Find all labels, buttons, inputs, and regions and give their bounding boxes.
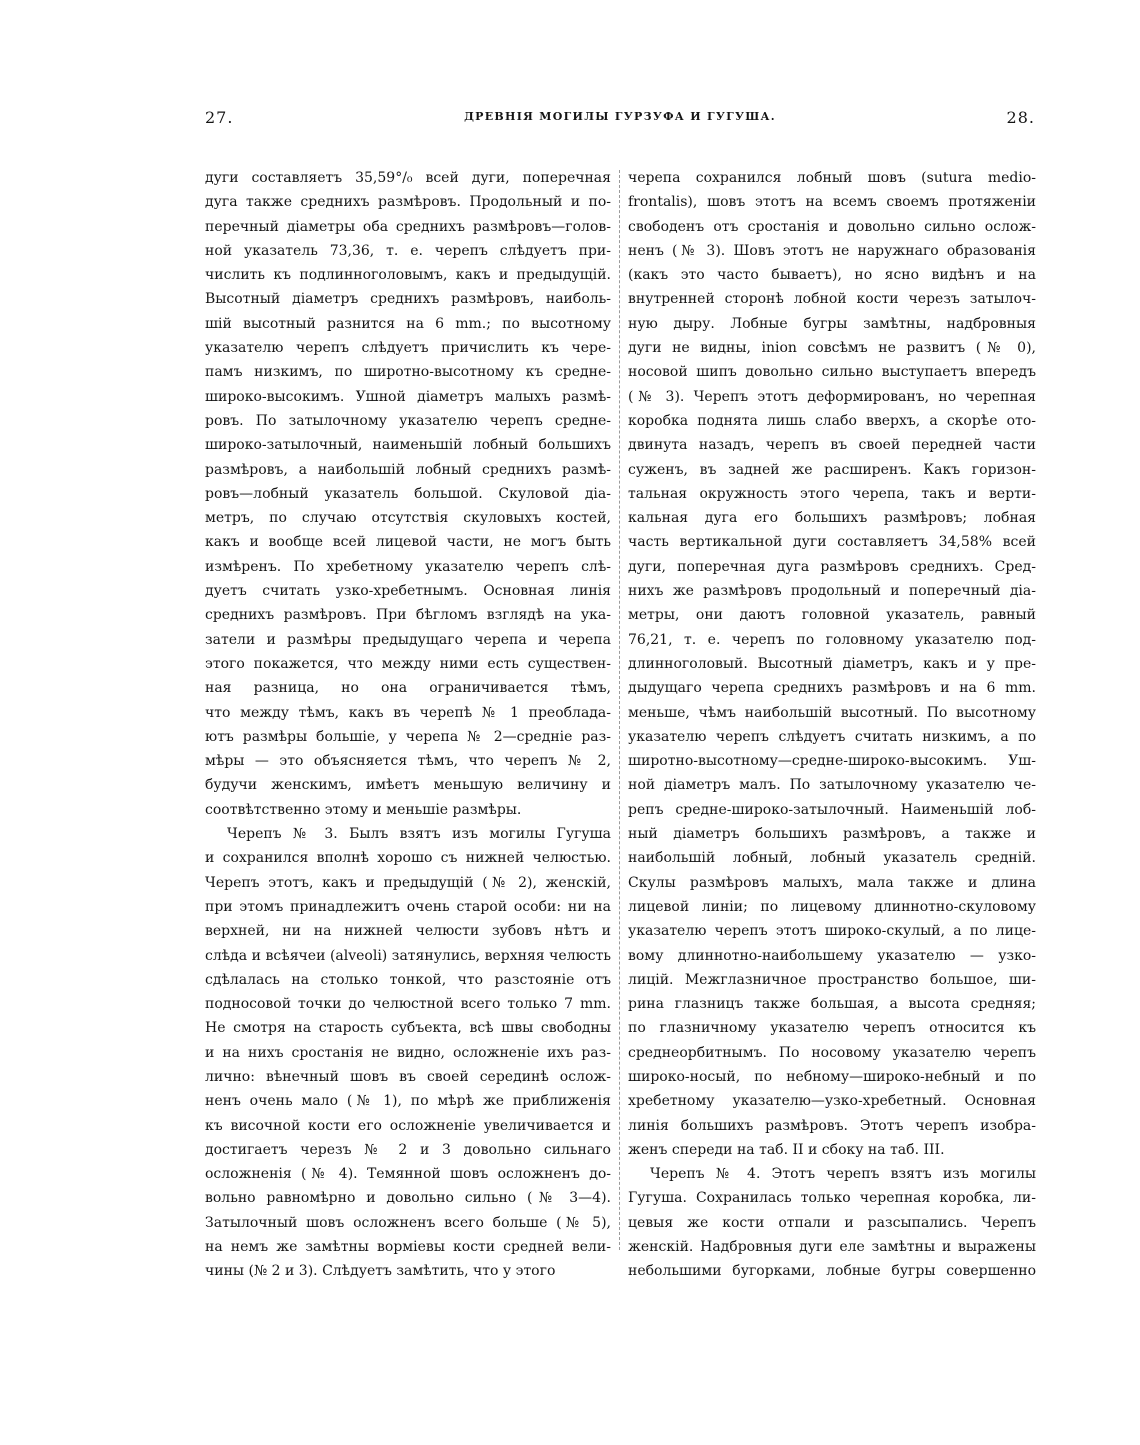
text-line: указателю черепъ слѣдуетъ считать низкимъ, а по <box>628 728 1036 745</box>
text-line: наибольшій лобный, лобный указатель средній. <box>628 850 1036 867</box>
text-line: широко-высокимъ. Ушной діаметръ малыхъ размѣ- <box>205 388 611 405</box>
text-line: верхней, ни на нижней челюсти зубовъ нѣтъ и <box>205 923 611 940</box>
column-separator <box>619 170 620 1250</box>
text-line: подносовой точки до челюстной всего только 7 mm. <box>205 996 611 1013</box>
text-line: къ височной кости его осложненіе увеличивается и <box>205 1117 611 1134</box>
text-line: шій высотный разнится на 6 mm.; по высотному <box>205 315 611 332</box>
running-title: ДРЕВНІЯ МОГИЛЫ ГУРЗУФА И ГУГУША. <box>464 110 776 123</box>
text-line: числить къ подлинноголовымъ, какъ и предыдущій. <box>205 267 611 284</box>
text-line: ненъ очень мало (№ 1), по мѣрѣ же приближенія <box>205 1093 611 1110</box>
text-line: этого покажется, что между ними есть существен- <box>205 655 611 672</box>
text-line: дуги не видны, inion совсѣмъ не развитъ (№ 0), <box>628 340 1036 357</box>
text-line: линія большихъ размѣровъ. Этотъ черепъ изобра- <box>628 1117 1036 1134</box>
text-line: двинута назадъ, черепъ въ своей передней части <box>628 437 1036 454</box>
text-line: вому длиннотно-наибольшему указателю — узко- <box>628 947 1036 964</box>
text-line: осложненія (№ 4). Темянной шовъ осложненъ до- <box>205 1166 611 1183</box>
text-line: широко-носый, по небному—широко-небный и по <box>628 1068 1036 1085</box>
text-line: суженъ, въ задней же расширенъ. Какъ горизон- <box>628 461 1036 478</box>
text-line: мѣры — это объясняется тѣмъ, что черепъ № 2, <box>205 753 611 770</box>
text-line: Затылочный шовъ осложненъ всего больше (№ 5), <box>205 1214 611 1231</box>
text-line: размѣровъ, а наибольшій лобный среднихъ размѣ- <box>205 461 611 478</box>
text-line: тальная окружность этого черепа, такъ и верти- <box>628 485 1036 502</box>
text-line: черепа сохранился лобный шовъ (sutura medio- <box>628 170 1036 186</box>
text-line: при этомъ принадлежитъ очень старой особи: ни на <box>205 898 611 915</box>
text-line: часть вертикальной дуги составляетъ 34,58% всей <box>628 534 1036 551</box>
text-line: хребетному указателю—узко-хребетный. Основная <box>628 1093 1036 1110</box>
text-line: свободенъ отъ сростанія и довольно сильно ослож- <box>628 218 1036 235</box>
right-column <box>628 166 1036 1284</box>
text-line: и на нихъ сростанія не видно, осложненіе ихъ раз- <box>205 1044 611 1061</box>
text-line: носовой шипъ довольно сильно выступаетъ впередъ <box>628 364 1036 381</box>
text-line: кальная дуга его большихъ размѣровъ; лобная <box>628 510 1036 527</box>
text-line: дуги составляетъ 35,59°/₀ всей дуги, поперечная <box>205 170 611 186</box>
text-line: достигаетъ черезъ № 2 и 3 довольно сильнаго <box>205 1141 611 1158</box>
text-line: Гугуша. Сохранилась только черепная коробка, ли- <box>628 1190 1036 1207</box>
text-line: метры, они даютъ головной указатель, равный <box>628 607 1036 624</box>
left-column <box>205 166 611 1284</box>
text-line: ной указатель 73,36, т. е. черепъ слѣдуетъ при- <box>205 242 611 259</box>
text-line: на немъ же замѣтны ворміевы кости средней вели- <box>205 1239 611 1256</box>
text-line: сдѣлалась на столько тонкой, что разстояніе отъ <box>205 971 611 988</box>
text-line: памъ низкимъ, по широтно-высотному къ средне- <box>205 364 611 381</box>
text-line: 76,21, т. е. черепъ по головному указателю под- <box>628 631 1036 648</box>
text-line: Не смотря на старость субъекта, всѣ швы свободны <box>205 1020 611 1037</box>
text-line: ровъ. По затылочному указателю черепъ средне- <box>205 412 611 429</box>
text-line: чины (№ 2 и 3). Слѣдуетъ замѣтить, что у этого <box>205 1263 556 1280</box>
text-line: ненъ (№ 3). Шовъ этотъ не наружнаго образованія <box>628 242 1036 259</box>
text-line: указателю черепъ слѣдуетъ причислить къ чере- <box>205 340 611 357</box>
text-line: слѣда и всѣячеи (alveoli) затянулись, верхняя челюсть <box>205 947 611 964</box>
text-line: (какъ это часто бываетъ), но ясно видѣнъ и на <box>628 267 1036 284</box>
page-number-left: 27. <box>205 108 234 127</box>
text-line: Черепъ № 4. Этотъ черепъ взятъ изъ могилы <box>650 1166 1036 1183</box>
text-line: среднеорбитнымъ. По носовому указателю черепъ <box>628 1044 1036 1061</box>
text-line: лицій. Межглазничное пространство большое, ши- <box>628 971 1036 988</box>
text-line: дуетъ считать узко-хребетнымъ. Основная линія <box>205 583 611 600</box>
text-line: ютъ размѣры большіе, у черепа № 2—средніе раз- <box>205 728 611 745</box>
text-line: дуги, поперечная дуга размѣровъ среднихъ. Сред- <box>628 558 1036 575</box>
text-line: цевыя же кости отпали и разсыпались. Черепъ <box>628 1214 1036 1231</box>
text-line: ной діаметръ малъ. По затылочному указателю че- <box>628 777 1036 794</box>
running-header <box>205 108 1035 132</box>
text-line: нихъ же размѣровъ продольный и поперечный діа- <box>628 583 1036 600</box>
text-line: среднихъ размѣровъ. При бѣгломъ взглядѣ на ука- <box>205 607 611 624</box>
text-line: коробка поднята лишь слабо вверхъ, а скорѣе ото- <box>628 412 1036 429</box>
text-line: Черепъ № 3. Былъ взятъ изъ могилы Гугуша <box>227 826 611 843</box>
text-line: ный діаметръ большихъ размѣровъ, а также и <box>628 826 1036 843</box>
text-line: лицевой линіи; по лицевому длиннотно-скуловому <box>628 898 1036 915</box>
text-line: (№ 3). Черепъ этотъ деформированъ, но черепная <box>628 388 1036 405</box>
text-line: широко-затылочный, наименьшій лобный большихъ <box>205 437 611 454</box>
text-line: соотвѣтственно этому и меньшіе размѣры. <box>205 801 522 818</box>
text-line: дуга также среднихъ размѣровъ. Продольный и по- <box>205 194 611 211</box>
text-line: Скулы размѣровъ малыхъ, мала также и длина <box>628 874 1036 891</box>
text-line: затели и размѣры предыдущаго черепа и черепа <box>205 631 611 648</box>
text-line: какъ и вообще всей лицевой части, не могъ быть <box>205 534 611 551</box>
text-line: будучи женскимъ, имѣетъ меньшую величину и <box>205 777 611 794</box>
text-line: ровъ—лобный указатель большой. Скуловой діа- <box>205 485 611 502</box>
text-line: рина глазницъ также большая, а высота средняя; <box>628 996 1036 1013</box>
text-line: метръ, по случаю отсутствія скуловыхъ костей, <box>205 510 611 527</box>
text-line: измѣренъ. По хребетному указателю черепъ слѣ- <box>205 558 611 575</box>
text-line: женъ спереди на таб. II и сбоку на таб. III. <box>628 1141 945 1158</box>
text-line: широтно-высотному—средне-широко-высокимъ. Уш- <box>628 753 1036 770</box>
text-line: перечный діаметры оба среднихъ размѣровъ—голов- <box>205 218 611 235</box>
text-line: что между тѣмъ, какъ въ черепѣ № 1 преоблада- <box>205 704 611 721</box>
text-line: ную дыру. Лобные бугры замѣтны, надбровныя <box>628 315 1036 332</box>
text-line: небольшими бугорками, лобные бугры совершенно <box>628 1263 1036 1280</box>
text-line: женскій. Надбровныя дуги еле замѣтны и выражены <box>628 1239 1036 1256</box>
page-number-right: 28. <box>1006 108 1035 127</box>
text-line: длинноголовый. Высотный діаметръ, какъ и у пре- <box>628 655 1036 672</box>
text-line: по глазничному указателю черепъ относится къ <box>628 1020 1036 1037</box>
text-line: внутренней сторонѣ лобной кости черезъ затылоч- <box>628 291 1036 308</box>
text-line: лично: вѣнечный шовъ въ своей серединѣ ослож- <box>205 1068 611 1085</box>
text-line: дыдущаго черепа среднихъ размѣровъ и на 6 mm. <box>628 680 1036 697</box>
text-line: меньше, чѣмъ наибольшій высотный. По высотному <box>628 704 1036 721</box>
text-line: ная разница, но она ограничивается тѣмъ, <box>205 680 611 697</box>
text-line: Черепъ этотъ, какъ и предыдущій (№ 2), женскій, <box>205 874 611 891</box>
text-line: указателю черепъ этотъ широко-скулый, а по лице- <box>628 923 1036 940</box>
text-line: frontalis), шовъ этотъ на всемъ своемъ протяженіи <box>628 194 1036 211</box>
text-line: и сохранился вполнѣ хорошо съ нижней челюстью. <box>205 850 611 867</box>
text-line: репъ средне-широко-затылочный. Наименьшій лоб- <box>628 801 1036 818</box>
text-line: Высотный діаметръ среднихъ размѣровъ, наиболь- <box>205 291 611 308</box>
text-line: вольно равномѣрно и довольно сильно (№ 3—4). <box>205 1190 611 1207</box>
